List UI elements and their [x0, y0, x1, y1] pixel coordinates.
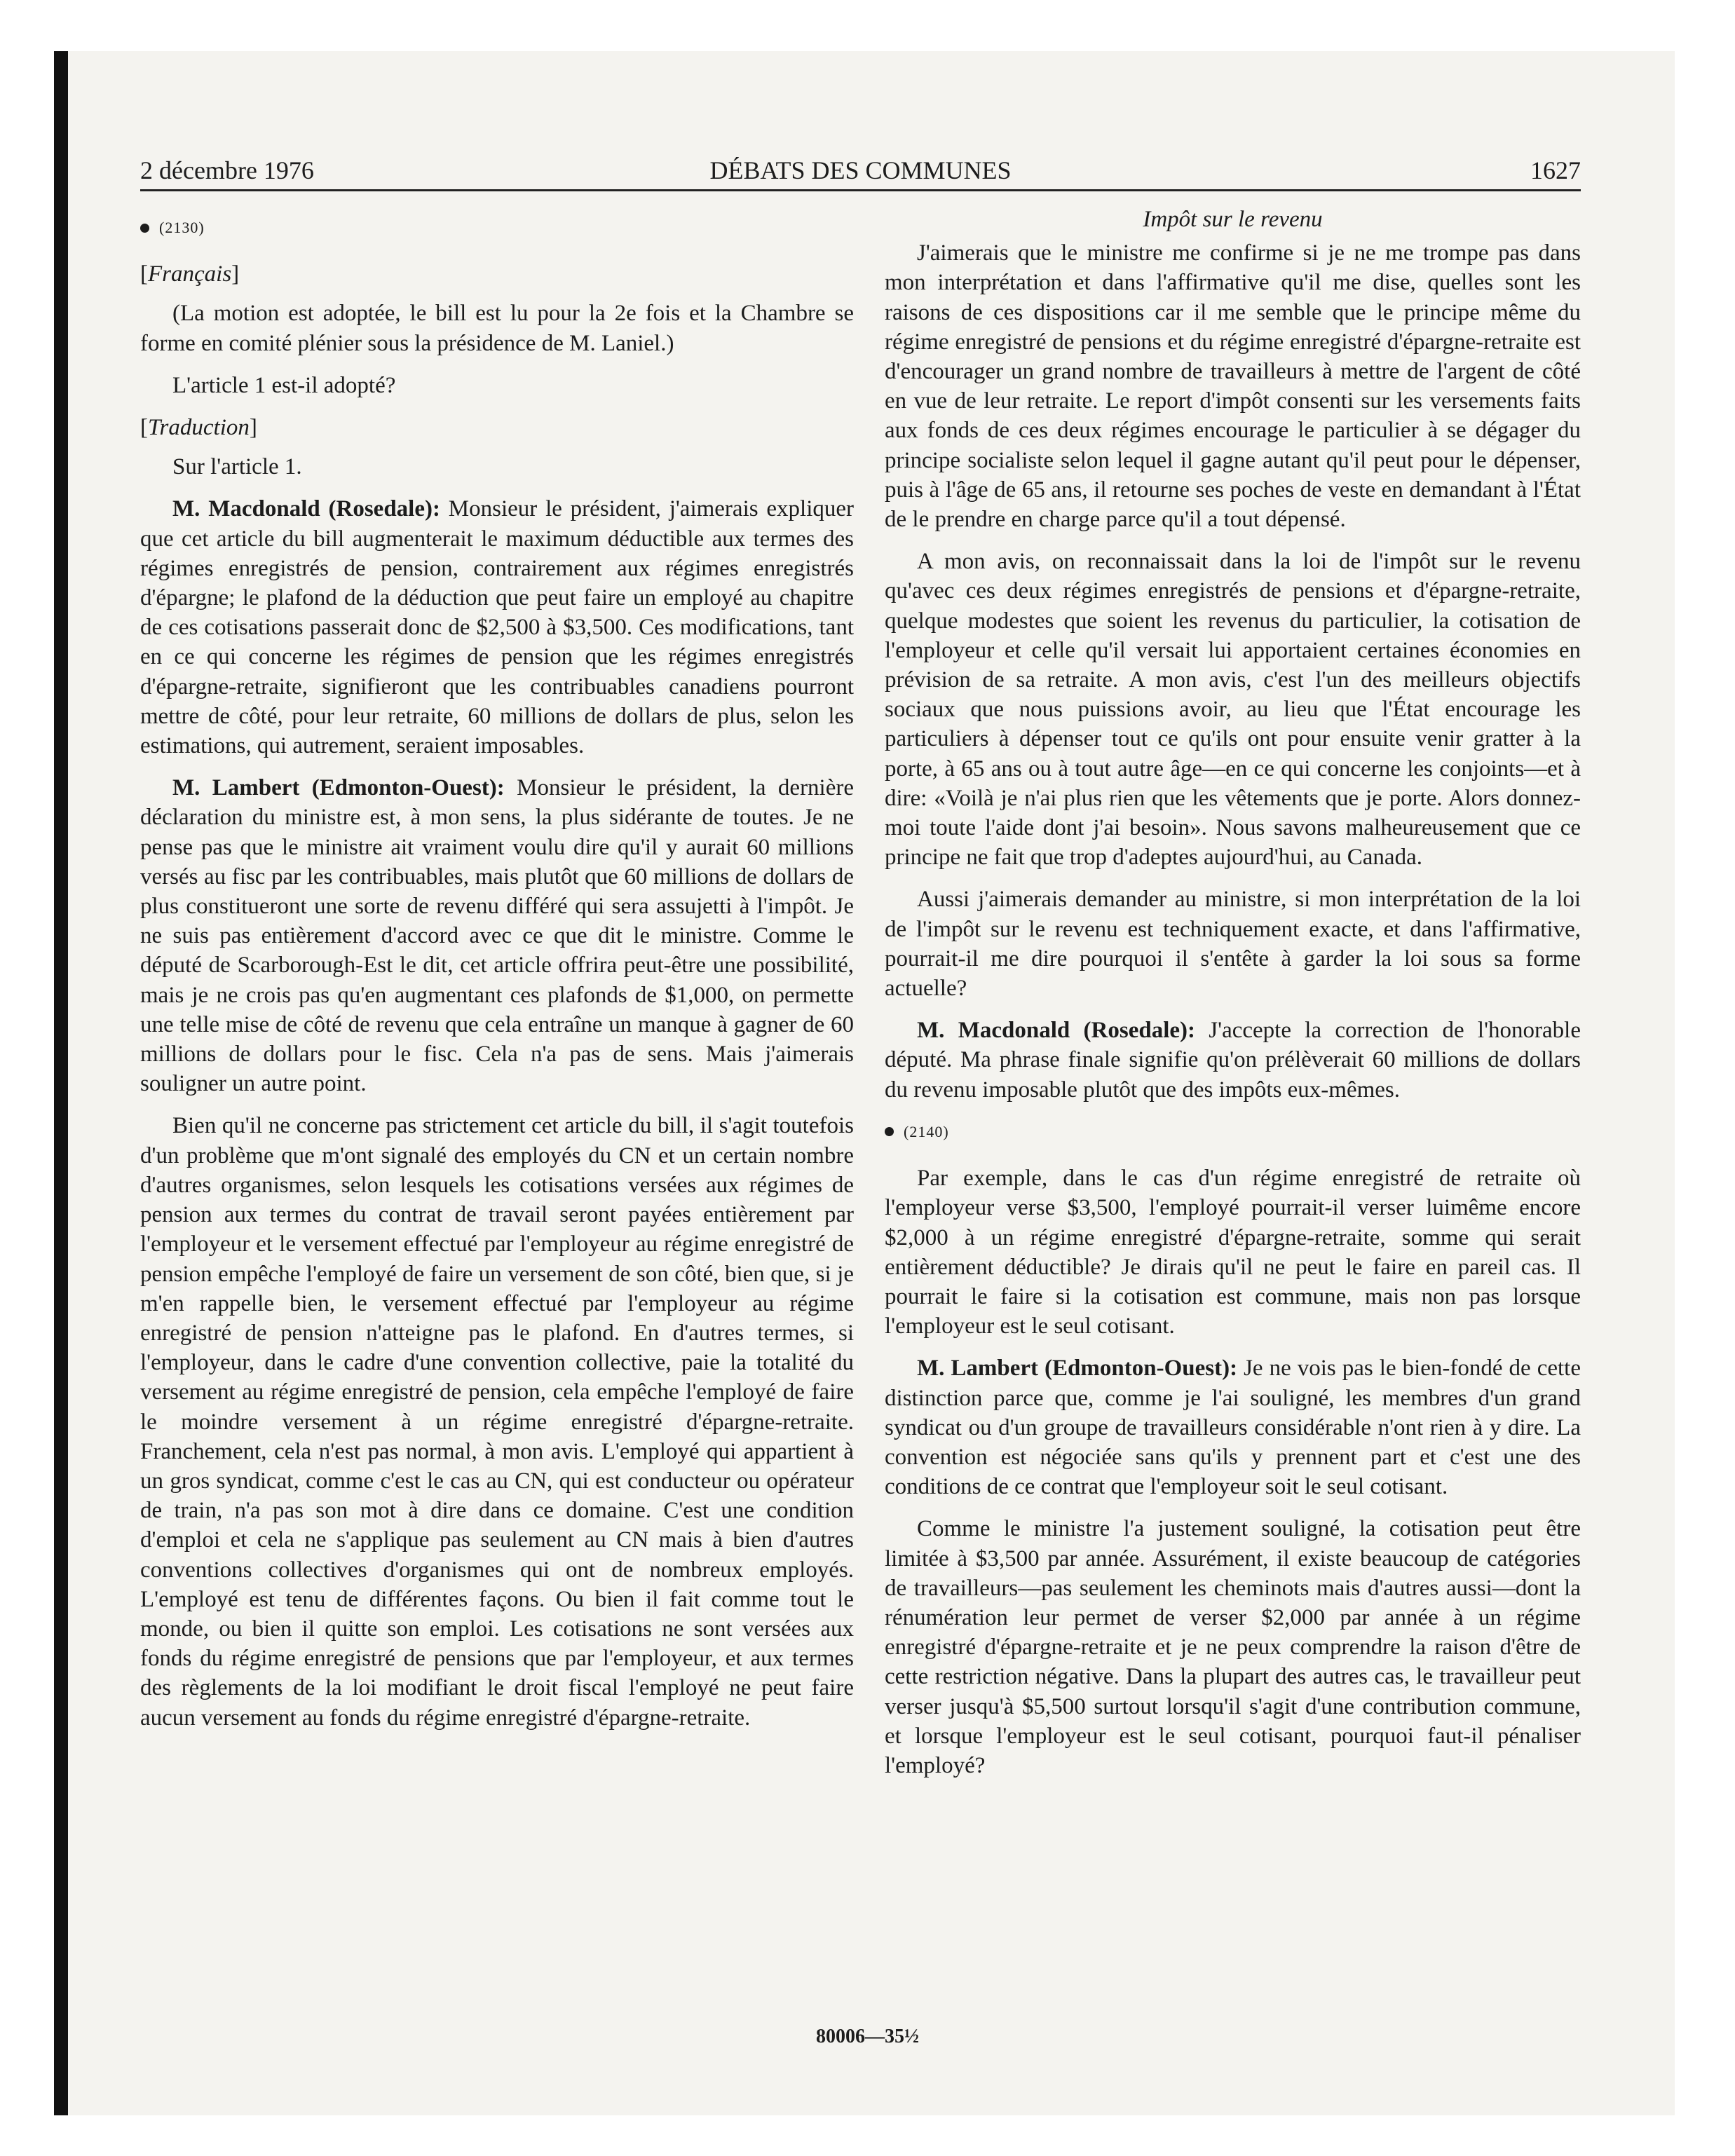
- time-marker: [140, 213, 854, 243]
- time-marker: [885, 1117, 1581, 1147]
- language-tag-label: Français: [148, 261, 232, 287]
- time-marker-label: (2140): [904, 1122, 949, 1140]
- speech-paragraph: [885, 1016, 1581, 1105]
- header-rule: [140, 189, 1581, 191]
- speech-paragraph: Comme le ministre l'a justement souligné, la cotisation peut être limitée à $3,500 par année. Assurément, il existe beaucoup de catégories de travailleurs—pas seulement les cheminots mais d'autres aussi—dont la rénumération leur permet de verser $2,000 par année à un régime enregistré d'épargne-retraite et je ne peux comprendre la raison d'être de cette restriction négative. Dans la plupart des autres cas, le travailleur peut verser jusqu'à $5,500 surtout lorsqu'il s'agit d'une contribution commune, et lorsque l'employeur est le seul cotisant, pourquoi faut-il pénaliser l'employé?: [885, 1516, 1581, 1778]
- speaker-name: M. Macdonald (Rosedale):: [917, 1018, 1195, 1044]
- language-tag: [Français]: [140, 261, 240, 287]
- article-question: L'article 1 est-il adopté?: [172, 372, 396, 398]
- language-tag-label: Traduction: [148, 415, 250, 441]
- header-page-number: 1627: [1530, 156, 1581, 184]
- page-footer-code: 80006—35½: [816, 2026, 919, 2047]
- bullet-icon: [140, 224, 149, 233]
- speech-paragraph: [885, 1353, 1581, 1501]
- scan-edge-bar: [54, 51, 68, 2115]
- speaker-name: M. Macdonald (Rosedale):: [172, 496, 440, 522]
- speech-paragraph: J'aimerais que le ministre me confirme si je ne me trompe pas dans mon interprétation et dans l'affirmative qu'il me dise, quelles sont les raisons de ces dispositions car il me semble que le principe même du régime enregistré de pensions et du régime enregistré d'épargne-retraite est d'encourager un grand nombre de travailleurs à mettre de l'argent de côté en vue de leur retraite. Le report d'impôt consenti sur les versements faits aux fonds de ces deux régimes encourage le particulier à se dégager du principe socialiste selon lequel il gagne autant qu'il peut pour le dépenser, puis à l'âge de 65 ans, il retourne ses poches de veste en demandant à l'État de le prendre en charge parce qu'il a tout dépensé.: [885, 240, 1581, 533]
- language-tag: [Traduction]: [140, 415, 257, 441]
- speech-paragraph: Bien qu'il ne concerne pas strictement cet article du bill, il s'agit toutefois d'un problème que m'ont signalé des employés du CN et un certain nombre d'autres organismes, selon lesquels les cotisations versées aux régimes de pension aux termes du contrat de travail seront payées entièrement par l'employeur et le versement effectué par l'employeur au régime enregistré de pension empêche l'employé de faire un versement de son côté, bien que, si je m'en rappelle bien, le versement effectué par l'employeur au régime enregistré de pension n'atteigne pas le plafond. En d'autres termes, si l'employeur, dans le cadre d'une convention collective, paie la totalité du versement au régime enregistré de pension, cela empêche l'employé de faire le moindre versement à un régime enregistré d'épargne-retraite. Franchement, cela n'est pas normal, à mon avis. L'employé qui appartient à un gros syndicat, comme c'est le cas au CN, qui est conducteur ou opérateur de train, n'a pas son mot à dire dans ce domaine. C'est une condition d'emploi et cela ne s'applique pas seulement au CN mais à bien d'autres conventions collectives d'organismes qui ont de nombreux employés. L'employé est tenu de différentes façons. Ou bien il fait comme tout le monde, ou bien il quitte son emploi. Les cotisations ne sont versées aux fonds du régime enregistré de pensions que par l'employeur, et aux termes des règlements de la loi modifiant le droit fiscal l'employé ne peut faire aucun versement au fonds du régime enregistré d'épargne-retraite.: [140, 1113, 854, 1731]
- bullet-icon: [885, 1127, 894, 1136]
- time-marker-label: (2130): [159, 219, 205, 236]
- on-article-text: Sur l'article 1.: [172, 454, 302, 480]
- speech-text: Je ne vois pas le bien-fondé de cette distinction parce que, comme je l'ai souligné, les membres d'un grand syndicat ou d'un groupe de travailleurs considérable n'ont rien à y dire. La convention est négociée sans qu'ils y prennent part et c'est une des conditions de ce contrat que l'employeur soit le seul cotisant.: [885, 1356, 1581, 1500]
- speech-paragraph: [140, 494, 854, 760]
- speech-paragraph: Par exemple, dans le cas d'un régime enregistré de retraite où l'employeur verse $3,500, l'employé pourrait-il verser luimême encore $2,000 à un régime enregistré d'épargne-retraite, somme qui serait entièrement déductible? Je dirais qu'il ne peut le faire en pareil cas. Il pourrait le faire si la cotisation est commune, mais non pas lorsque l'employeur est le seul cotisant.: [885, 1166, 1581, 1339]
- speaker-name: M. Lambert (Edmonton-Ouest):: [917, 1356, 1238, 1381]
- header-date: 2 décembre 1976: [140, 156, 314, 184]
- speech-text: J'accepte la correction de l'honorable député. Ma phrase finale signifie qu'on prélèverait 60 millions de dollars du revenu imposable plutôt que des impôts eux-mêmes.: [885, 1018, 1581, 1103]
- page-header: [140, 156, 1581, 191]
- speech-text: Monsieur le président, j'aimerais expliquer que cet article du bill augmenterait le maximum déductible aux termes des régimes enregistrés de pension, contrairement aux régimes enregistrés d'épargne; le plafond de la déduction que peut faire un employé au chapitre de ces cotisations passerait donc de $2,500 à $3,500. Ces modifications, tant en ce qui concerne les régimes de pension que les régimes enregistrés d'épargne-retraite, signifieront que les contribuables canadiens pourront mettre de côté, pour leur retraite, 60 millions de dollars de plus, selon les estimations, qui autrement, seraient imposables.: [140, 496, 854, 759]
- running-head: Impôt sur le revenu: [1143, 207, 1323, 232]
- header-title: DÉBATS DES COMMUNES: [709, 156, 1012, 184]
- speech-text: Monsieur le président, la dernière déclaration du ministre est, à mon sens, la plus sidérante de toutes. Je ne pense pas que le ministre ait vraiment voulu dire qu'il y aurait 60 millions versés au fisc par les contribuables, mais plutôt que 60 millions de dollars de plus constitueront une sorte de revenu différé qui sera assujetti à l'impôt. Je ne suis pas entièrement d'accord avec ce que dit le ministre. Comme le député de Scarborough-Est le dit, cet article offrira peut-être une possibilité, mais je ne crois pas qu'en augmentant ces plafonds de $1,000, on permette une telle mise de côté de revenu que cela entraîne un manque à gagner de 60 millions de dollars pour le fisc. Cela n'a pas de sens. Mais j'aimerais souligner un autre point.: [140, 775, 855, 1097]
- right-column: [885, 205, 1581, 1793]
- left-column: [140, 205, 854, 1745]
- speech-paragraph: [140, 773, 854, 1098]
- speech-paragraph: A mon avis, on reconnaissait dans la loi de l'impôt sur le revenu qu'avec ces deux régimes enregistrés de pensions et d'épargne-retraite, quelque modestes que soient les revenus du particulier, la cotisation de l'employeur et celle qu'il versait lui apportaient certaines économies en prévision de sa retraite. A mon avis, c'est l'un des meilleurs objectifs sociaux que nous puissions avoir, au lieu que l'État encourage les particuliers à dépenser tout ce qu'ils ont pour ensuite venir gratter à la porte, à 65 ans ou à tout autre âge—en ce qui concerne les conjoints—et à dire: «Voilà je n'ai plus rien que les vêtements que je porte. Alors donnez-moi toute l'aide dont j'ai besoin». Nous savons malheureusement que ce principe ne fait que trop d'adeptes aujourd'hui, au Canada.: [885, 549, 1581, 871]
- speech-paragraph: Aussi j'aimerais demander au ministre, si mon interprétation de la loi de l'impôt sur le revenu est techniquement exacte, et dans l'affirmative, pourrait-il me dire pourquoi il s'entête à garder la loi sous sa forme actuelle?: [885, 887, 1581, 1002]
- speaker-name: M. Lambert (Edmonton-Ouest):: [172, 775, 505, 801]
- motion-text: (La motion est adoptée, le bill est lu pour la 2e fois et la Chambre se forme en comité plénier sous la présidence de M. Laniel.): [140, 301, 854, 356]
